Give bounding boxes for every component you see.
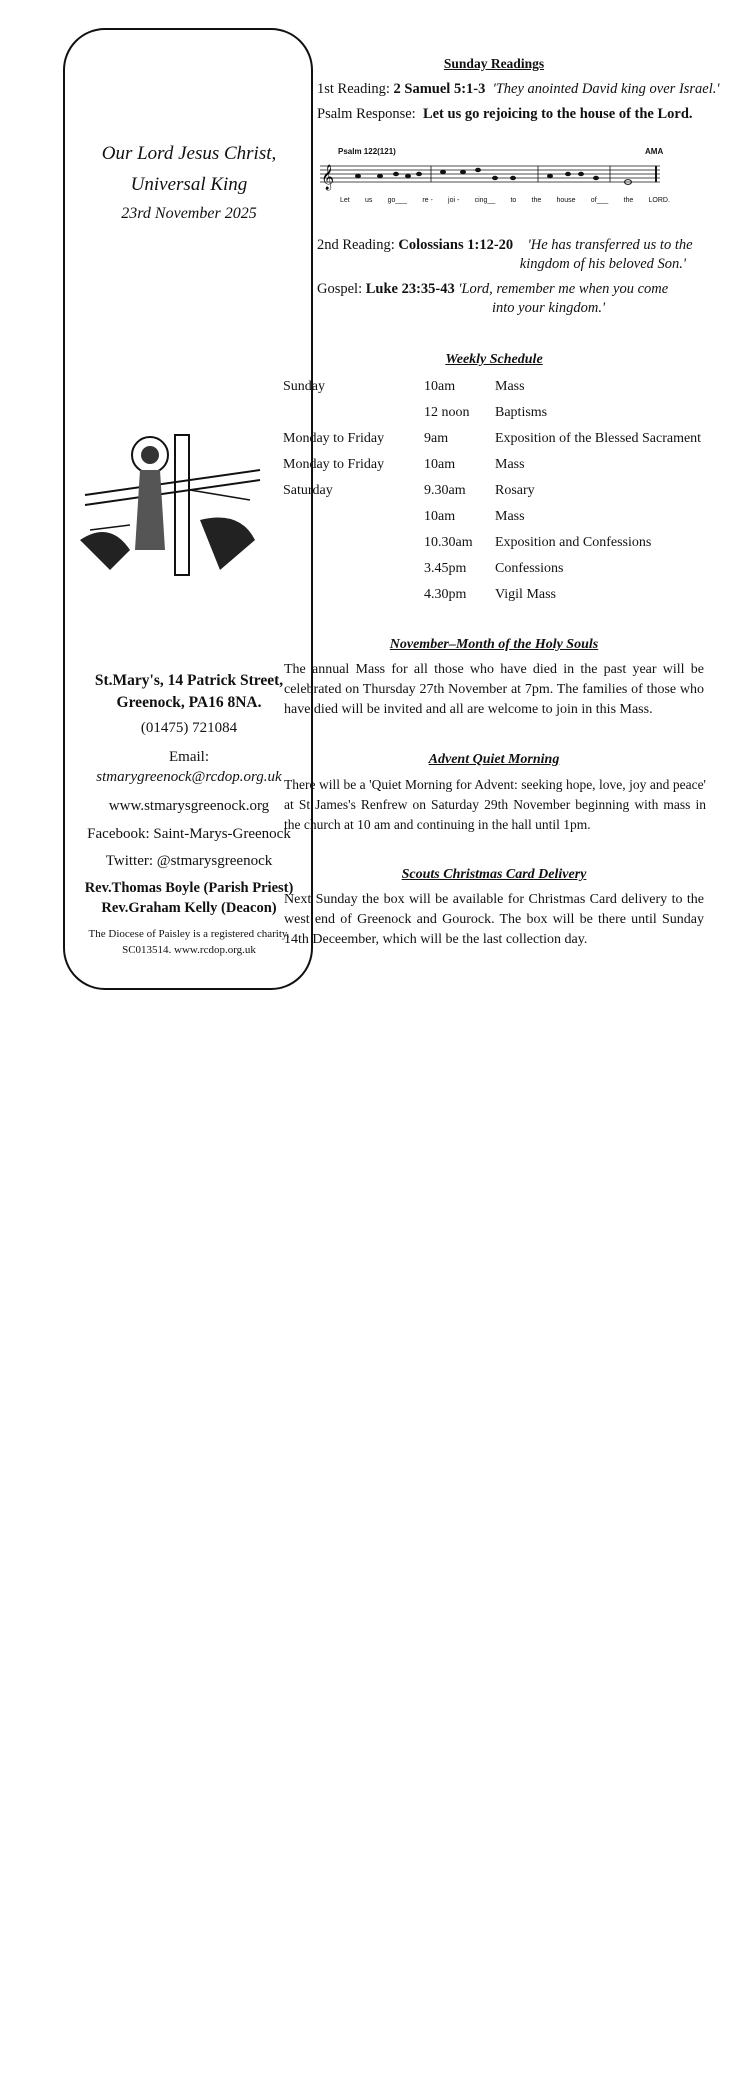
schedule-time: 10.30am [424, 535, 473, 550]
schedule-row [283, 483, 723, 503]
schedule-row [283, 509, 723, 529]
schedule-event: Baptisms [495, 405, 548, 420]
psalm-response [317, 106, 693, 123]
schedule-time: 10am [424, 457, 456, 472]
schedule-time: 12 noon [424, 405, 470, 420]
readings-heading: Sunday Readings [443, 56, 545, 71]
schedule-event: Confessions [495, 561, 564, 576]
schedule-row [283, 561, 723, 581]
notice-heading: Scouts Christmas Card Delivery [401, 867, 587, 882]
schedule-event: Mass [495, 457, 525, 472]
schedule-row [283, 457, 723, 477]
parish-priest: Rev.Thomas Boyle (Parish Priest) [84, 880, 294, 896]
schedule-row [283, 405, 723, 425]
schedule-event: Exposition of the Blessed Sacrament [495, 431, 702, 446]
email-label: Email: [169, 749, 209, 765]
bulletin-date: 23rd November 2025 [121, 205, 257, 222]
schedule-time: 10am [424, 379, 456, 394]
schedule-event: Exposition and Confessions [495, 535, 652, 550]
second-reading-quote-2: kingdom of his beloved Son.' [519, 256, 686, 272]
lyric: of___ [590, 197, 609, 204]
second-reading-ref: Colossians 1:12-20 [398, 237, 514, 253]
charity-notice-1: The Diocese of Paisley is a registered charity, [88, 928, 290, 940]
schedule-time: 3.45pm [424, 561, 467, 576]
deacon: Rev.Graham Kelly (Deacon) [101, 900, 277, 916]
gospel-ref: Luke 23:35-43 [365, 281, 455, 297]
lyric: go___ [387, 197, 408, 204]
psalm-music-staff [318, 160, 664, 196]
notice-body: There will be a 'Quiet Morning for Advent: seeking hope, love, joy and peace' at St James's Renfrew on Saturday 29th November beginning with mass in the church at 10 am and continuing in the hall until 1pm. [284, 777, 706, 832]
notice-heading: November–Month of the Holy Souls [389, 637, 599, 652]
first-reading-quote: 'They anointed David king over Israel.' [492, 81, 720, 97]
schedule-event: Rosary [495, 483, 535, 498]
lyric: the [531, 197, 542, 204]
schedule-row [283, 379, 723, 399]
lyric: LORD. [648, 197, 670, 204]
second-reading-label: 2nd Reading: [317, 237, 399, 253]
feast-subtitle: Universal King [130, 174, 248, 195]
schedule-event: Vigil Mass [495, 587, 556, 602]
gospel-quote-1: 'Lord, remember me when you come [458, 281, 669, 297]
schedule-event: Mass [495, 379, 525, 394]
gospel-label: Gospel: [317, 281, 366, 297]
schedule-row [283, 431, 723, 451]
gospel-quote-2: into your kingdom.' [492, 300, 606, 316]
lyric: the [623, 197, 634, 204]
feast-title: Our Lord Jesus Christ, [101, 143, 277, 164]
website-link[interactable]: www.stmarysgreenock.org [108, 798, 270, 814]
lyric: Let [340, 197, 350, 204]
first-reading [317, 81, 720, 98]
first-reading-ref: 2 Samuel 5:1-3 [393, 81, 486, 97]
second-reading [317, 237, 693, 254]
twitter-link[interactable]: Twitter: @stmarysgreenock [105, 853, 273, 869]
schedule-day: Monday to Friday [283, 457, 385, 472]
gospel-reading [317, 281, 668, 298]
schedule-day: Sunday [283, 379, 325, 394]
schedule-day: Saturday [283, 483, 333, 498]
second-reading-quote-1: 'He has transferred us to the [527, 237, 693, 253]
lyric: us [364, 197, 373, 204]
email-link[interactable]: stmarygreenock@rcdop.org.uk [96, 769, 282, 785]
notice-heading: Advent Quiet Morning [428, 752, 560, 767]
schedule-time: 10am [424, 509, 456, 524]
lyric: house [556, 197, 576, 204]
schedule-time: 4.30pm [424, 587, 467, 602]
address-line-1: St.Mary's, 14 Patrick Street, [94, 672, 284, 689]
facebook-link[interactable]: Facebook: Saint-Marys-Greenock [87, 826, 291, 842]
schedule-time: 9.30am [424, 483, 466, 498]
notice-body: Next Sunday the box will be available for Christmas Card delivery to the west end of Greenock and Gourock. The box will be there until Sunday 14th Deceember, which will be the last collection day. [284, 892, 704, 947]
christ-king-illustration [70, 430, 270, 580]
first-reading-label: 1st Reading: [317, 81, 394, 97]
psalm-label: Psalm Response: [317, 106, 420, 122]
schedule-day: Monday to Friday [283, 431, 385, 446]
lyric: joi - [448, 197, 460, 204]
phone-number: (01475) 721084 [140, 720, 238, 736]
schedule-time: 9am [424, 431, 449, 446]
schedule-event: Mass [495, 509, 525, 524]
schedule-row [283, 587, 723, 607]
schedule-row [283, 535, 723, 555]
svg-text:𝄞: 𝄞 [321, 165, 335, 190]
music-source: AMA [645, 147, 664, 156]
address-line-2: Greenock, PA16 8NA. [116, 694, 262, 711]
psalm-text: Let us go rejoicing to the house of the Lord. [422, 106, 693, 122]
music-lyrics [340, 197, 670, 204]
notice-body: The annual Mass for all those who have died in the past year will be celebrated on Thursday 27th November at 7pm. The families of those who have died will be invited and all are welcome to join in this Mass. [284, 662, 704, 717]
schedule-heading: Weekly Schedule [445, 352, 543, 367]
music-title: Psalm 122(121) [338, 147, 396, 156]
lyric: cing__ [474, 197, 496, 204]
lyric: to [510, 197, 517, 204]
lyric: re - [422, 197, 433, 204]
charity-notice-2: SC013514. www.rcdop.org.uk [122, 944, 256, 956]
